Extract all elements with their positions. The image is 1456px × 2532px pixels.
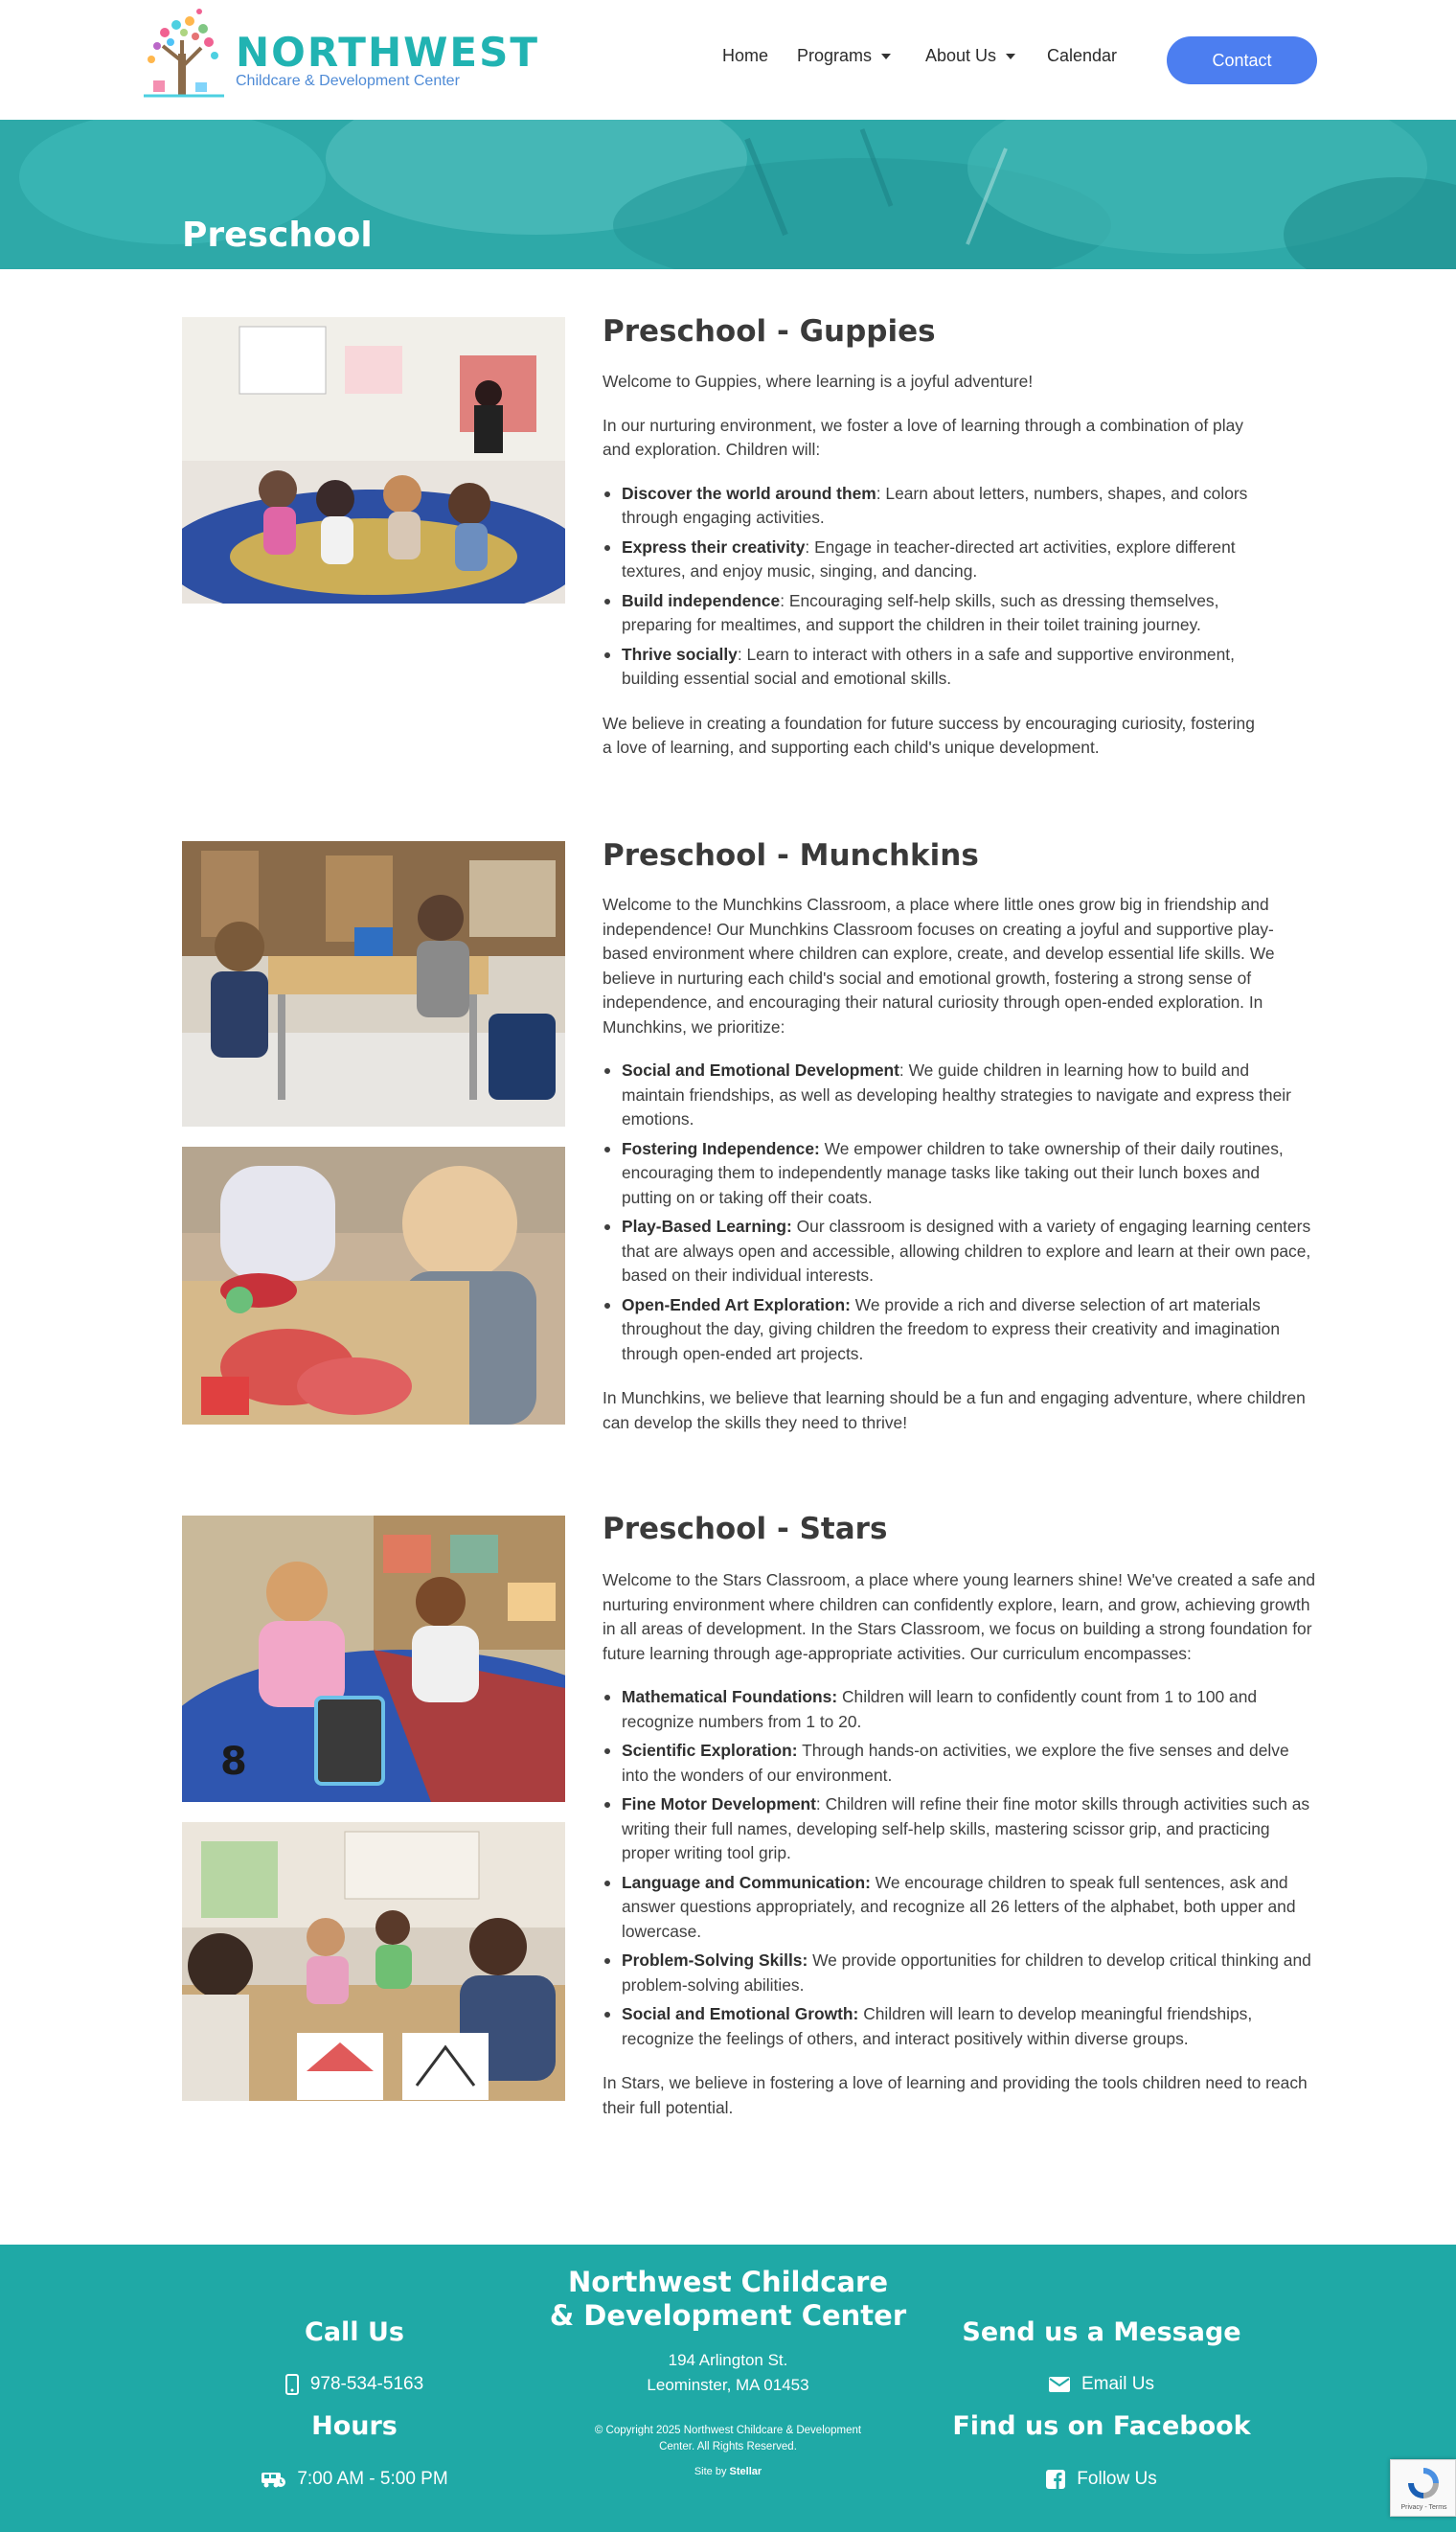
- stars-classroom-photo-2: [182, 1822, 565, 2101]
- stars-classroom-photo-1: [182, 1516, 565, 1802]
- list-item-strong: Thrive socially: [622, 644, 738, 664]
- footer-message-heading: Send us a Message: [962, 2317, 1241, 2347]
- nav-home-label: Home: [722, 46, 769, 65]
- footer-email-label: Email Us: [1081, 2374, 1154, 2394]
- site-logo[interactable]: [136, 4, 540, 105]
- list-item-strong: Fine Motor Development: [622, 1794, 816, 1813]
- footer-follow-label: Follow Us: [1077, 2469, 1157, 2489]
- list-item-strong: Problem-Solving Skills:: [622, 1950, 808, 1970]
- list-item-strong: Social and Emotional Growth:: [622, 2004, 859, 2023]
- recaptcha-icon: [1404, 2464, 1443, 2502]
- logo-tagline: Childcare & Development Center: [236, 73, 460, 89]
- footer-site-by-prefix: Site by: [694, 2466, 727, 2477]
- munchkins-outro: In Munchkins, we believe that learning should be a fun and engaging adventure, where children can develop the skills they need to thrive!: [603, 1388, 1306, 1432]
- envelope-icon: [1049, 2377, 1070, 2392]
- svg-text:8: 8: [220, 1740, 247, 1784]
- guppies-skills-list: [603, 482, 1263, 692]
- list-item-text: We empower children to take ownership of their daily routines, encouraging them to independently manage tasks like taking out their lunch boxes and putting on or taking off their coats.: [622, 1138, 1284, 1207]
- nav-calendar[interactable]: [1047, 46, 1117, 66]
- list-item: [603, 1137, 1311, 1211]
- list-item-strong: Social and Emotional Development: [622, 1061, 899, 1080]
- list-item-strong: Express their creativity: [622, 536, 806, 557]
- footer-facebook-heading-wrap: [948, 2411, 1255, 2441]
- munchkins-classroom-photo-2: [182, 1147, 565, 1425]
- list-item-text: : Learn to interact with others in a safe and supportive environment, building essential social and emotional skills.: [622, 644, 1235, 688]
- list-item-text: We provide opportunities for children to develop critical thinking and problem-solving abilities.: [622, 1950, 1311, 1995]
- munchkins-classroom-photo-1: [182, 841, 565, 1127]
- nav-about-us-label: About Us: [925, 46, 997, 65]
- footer-phone-link[interactable]: [211, 2374, 498, 2395]
- list-item-strong: Mathematical Foundations:: [622, 1687, 838, 1706]
- footer-call-column: [211, 2317, 498, 2347]
- site-header: [0, 0, 1456, 120]
- footer-org-name-1: Northwest Childcare: [568, 2266, 888, 2298]
- list-item: [603, 1685, 1316, 1734]
- footer-site-by-link[interactable]: Stellar: [729, 2466, 762, 2477]
- phone-icon: [285, 2374, 299, 2395]
- list-item: [603, 1871, 1316, 1945]
- list-item-text: : Engage in teacher-directed art activities, explore different textures, and enjoy music, singing, and dancing.: [622, 536, 1236, 581]
- list-item-text: : Children will refine their fine motor skills through activities such as writing their full names, developing self-help skills, mastering scissor grip, and practicing proper writing tool grip.: [622, 1794, 1310, 1862]
- shuttle-van-icon: [261, 2470, 285, 2489]
- list-item-text: : We guide children in learning how to build and maintain friendships, as well as developing healthy strategies to navigate and express their emotions.: [622, 1061, 1291, 1129]
- list-item-text: : Learn about letters, numbers, shapes, and colors through engaging activities.: [622, 483, 1248, 527]
- list-item-text: Children will learn to confidently count from 1 to 100 and recognize numbers from 1 to 20.: [622, 1687, 1258, 1731]
- stars-section-title: Preschool - Stars: [603, 1512, 888, 1546]
- page-banner: [0, 120, 1456, 269]
- footer-org-name-2: & Development Center: [549, 2299, 907, 2332]
- list-item-text: Through hands-on activities, we explore the five senses and delve into the wonders of our environment.: [622, 1741, 1289, 1785]
- list-item: [603, 1792, 1316, 1866]
- nav-programs[interactable]: [797, 46, 891, 66]
- footer-hours-heading-wrap: [211, 2411, 498, 2441]
- munchkins-intro: Welcome to the Munchkins Classroom, a place where little ones grow big in friendship and independence! Our Munchkins Classroom focuses on creating a joyful and supportive play-based environment where children can explore, create, and develop essential life skills. We believe in nurturing each child's social and emotional growth, fostering a strong sense of independence, and encouraging their natural curiosity through open-ended exploration. In Munchkins, we prioritize:: [603, 895, 1275, 1037]
- guppies-intro-1: Welcome to Guppies, where learning is a joyful adventure!: [603, 372, 1034, 391]
- facebook-icon: [1046, 2470, 1065, 2489]
- list-item: [603, 536, 1263, 584]
- list-item: [603, 1949, 1316, 1997]
- guppies-intro-2: In our nurturing environment, we foster a love of learning through a combination of play and exploration. Children will:: [603, 415, 1243, 459]
- list-item-text: Children will learn to develop meaningful friendships, recognize the feelings of others, and interact positively within diverse groups.: [622, 2004, 1253, 2048]
- tree-logo-icon: [136, 4, 232, 105]
- stars-intro: Welcome to the Stars Classroom, a place where young learners shine! We've created a safe and nurturing environment where children can confidently explore, learn, and grow, achieving growth in all areas of development. In the Stars Classroom, we focus on building a strong foundation for future learning through age-appropriate activities. Our curriculum encompasses:: [603, 1570, 1316, 1663]
- list-item-strong: Fostering Independence:: [622, 1138, 820, 1158]
- nav-about-us[interactable]: [925, 46, 1015, 66]
- footer-phone-number: 978-534-5163: [309, 2374, 424, 2394]
- list-item-text: Our classroom is designed with a variety of engaging learning centers that are always open and accessible, allowing children to explore and learn at their own pace, based on their individual interests.: [622, 1217, 1311, 1285]
- list-item-text: : Encouraging self-help skills, such as dressing themselves, preparing for mealtimes, and support the children in their toilet training journey.: [622, 590, 1219, 634]
- list-item: [603, 1739, 1316, 1788]
- list-item-strong: Open-Ended Art Exploration:: [622, 1294, 851, 1314]
- guppies-section-body: [603, 370, 1263, 761]
- footer-site-by: [536, 2466, 920, 2477]
- nav-calendar-label: Calendar: [1047, 46, 1118, 65]
- footer-hours-line: [211, 2469, 498, 2490]
- recaptcha-badge[interactable]: [1390, 2459, 1456, 2517]
- munchkins-section-body: [603, 893, 1311, 1435]
- chevron-down-icon: [881, 54, 891, 59]
- list-item: [603, 1293, 1311, 1367]
- page-title: Preschool: [182, 216, 373, 255]
- footer-facebook-heading: Find us on Facebook: [952, 2411, 1251, 2441]
- stars-curriculum-list: [603, 1685, 1316, 2051]
- nav-programs-label: Programs: [797, 46, 873, 65]
- guppies-classroom-photo: [182, 317, 565, 604]
- list-item-strong: Scientific Exploration:: [622, 1741, 798, 1760]
- list-item-strong: Language and Communication:: [622, 1872, 871, 1892]
- footer-message-heading-wrap: [948, 2317, 1255, 2347]
- list-item: [603, 2002, 1316, 2051]
- stars-outro: In Stars, we believe in fostering a love of learning and providing the tools children need to reach their full potential.: [603, 2073, 1308, 2117]
- list-item-text: We encourage children to speak full sentences, ask and answer questions appropriately, and recognize all 26 letters of the alphabet, both upper and lowercase.: [622, 1872, 1296, 1941]
- list-item-text: We provide a rich and diverse selection of art materials throughout the day, giving children the freedom to express their creativity and imagination through open-ended art projects.: [622, 1294, 1280, 1363]
- logo-wordmark: NORTHWEST: [236, 29, 540, 76]
- footer-hours-heading: Hours: [311, 2411, 398, 2441]
- stars-section-body: [603, 1568, 1316, 2120]
- footer-hours-value: 7:00 AM - 5:00 PM: [297, 2469, 448, 2489]
- list-item-strong: Discover the world around them: [622, 483, 876, 503]
- guppies-outro: We believe in creating a foundation for future success by encouraging curiosity, fostering a love of learning, and supporting each child's unique development.: [603, 713, 1255, 757]
- list-item: [603, 482, 1263, 531]
- list-item: [603, 589, 1263, 638]
- nav-home[interactable]: [722, 46, 768, 66]
- footer-call-heading: Call Us: [305, 2317, 404, 2347]
- contact-button[interactable]: Contact: [1167, 36, 1317, 84]
- footer-address-line-2: Leominster, MA 01453: [647, 2376, 809, 2394]
- list-item-strong: Play-Based Learning:: [622, 1217, 792, 1236]
- footer-copyright-2: Center. All Rights Reserved.: [659, 2441, 797, 2452]
- footer-address-line-1: 194 Arlington St.: [668, 2351, 788, 2369]
- footer-center-column: [536, 2266, 920, 2477]
- recaptcha-links[interactable]: Privacy - Terms: [1400, 2504, 1447, 2511]
- munchkins-section-title: Preschool - Munchkins: [603, 838, 979, 873]
- site-footer: [0, 2245, 1456, 2532]
- list-item: [603, 1215, 1311, 1289]
- munchkins-priorities-list: [603, 1059, 1311, 1366]
- footer-email-link[interactable]: [948, 2374, 1255, 2395]
- guppies-section-title: Preschool - Guppies: [603, 314, 936, 349]
- list-item-strong: Build independence: [622, 590, 781, 610]
- list-item: [603, 1059, 1311, 1132]
- chevron-down-icon: [1006, 54, 1015, 59]
- footer-copyright-1: © Copyright 2025 Northwest Childcare & Development: [594, 2425, 862, 2436]
- list-item: [603, 643, 1263, 692]
- footer-facebook-link[interactable]: [948, 2469, 1255, 2490]
